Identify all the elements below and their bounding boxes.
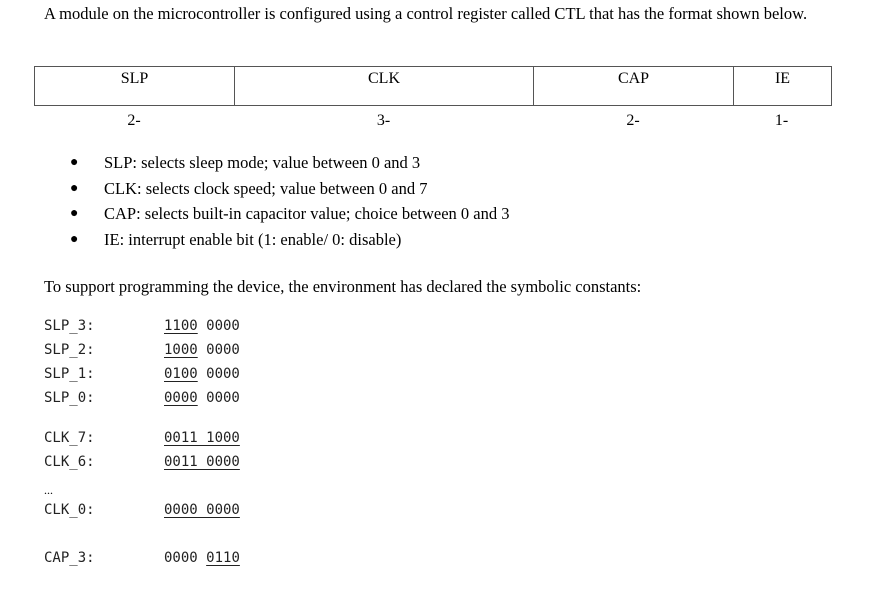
constant-value: 1100 0000: [164, 318, 240, 334]
constant-name: CLK_0:: [44, 502, 95, 518]
bullet-icon: ●: [70, 232, 79, 248]
list-item: ● IE: interrupt enable bit (1: enable/ 0: disable): [70, 227, 510, 253]
constant-value: 1000 0000: [164, 342, 240, 358]
intro-paragraph: A module on the microcontroller is configured using a control register called CTL that has the format shown below.: [44, 4, 808, 23]
width-clk: 3-: [376, 112, 391, 129]
field-clk: CLK: [235, 67, 534, 105]
list-item: ● SLP: selects sleep mode; value between 0 and 3: [70, 150, 510, 176]
list-item: ● CLK: selects clock speed; value between 0 and 7: [70, 176, 510, 202]
bullet-icon: ●: [70, 180, 79, 196]
support-paragraph: To support programming the device, the environment has declared the symbolic constants:: [44, 277, 642, 296]
field-slp: SLP: [35, 67, 235, 105]
constant-value: 0011 0000: [164, 454, 240, 470]
constant-name: CLK_7:: [44, 430, 95, 446]
field-ie: IE: [774, 70, 791, 87]
constant-name: CAP_3:: [44, 550, 95, 566]
constant-name: SLP_2:: [44, 342, 95, 358]
field-widths-row: [34, 110, 832, 132]
constant-name: SLP_1:: [44, 366, 95, 382]
field-description-list: [70, 150, 510, 253]
constant-name: SLP_0:: [44, 390, 95, 406]
constant-value: 0000 0000: [164, 390, 240, 406]
constant-name: SLP_3:: [44, 318, 95, 334]
width-ie: 1-: [774, 112, 789, 129]
width-slp: 2-: [127, 112, 141, 129]
constant-value: 0000 0000: [164, 502, 240, 518]
bullet-icon: ●: [70, 206, 79, 222]
constant-name: CLK_6:: [44, 454, 95, 470]
ellipsis: ...: [44, 483, 53, 497]
register-format-table: [34, 66, 832, 106]
constant-value: 0100 0000: [164, 366, 240, 382]
field-cap: CAP: [534, 67, 734, 105]
width-cap: 2-: [626, 112, 640, 129]
bullet-icon: ●: [70, 155, 79, 170]
constant-value: 0000 0110: [164, 550, 240, 566]
constant-value: 0011 1000: [164, 430, 240, 446]
list-item: ● CAP: selects built-in capacitor value; choice between 0 and 3: [70, 201, 510, 227]
